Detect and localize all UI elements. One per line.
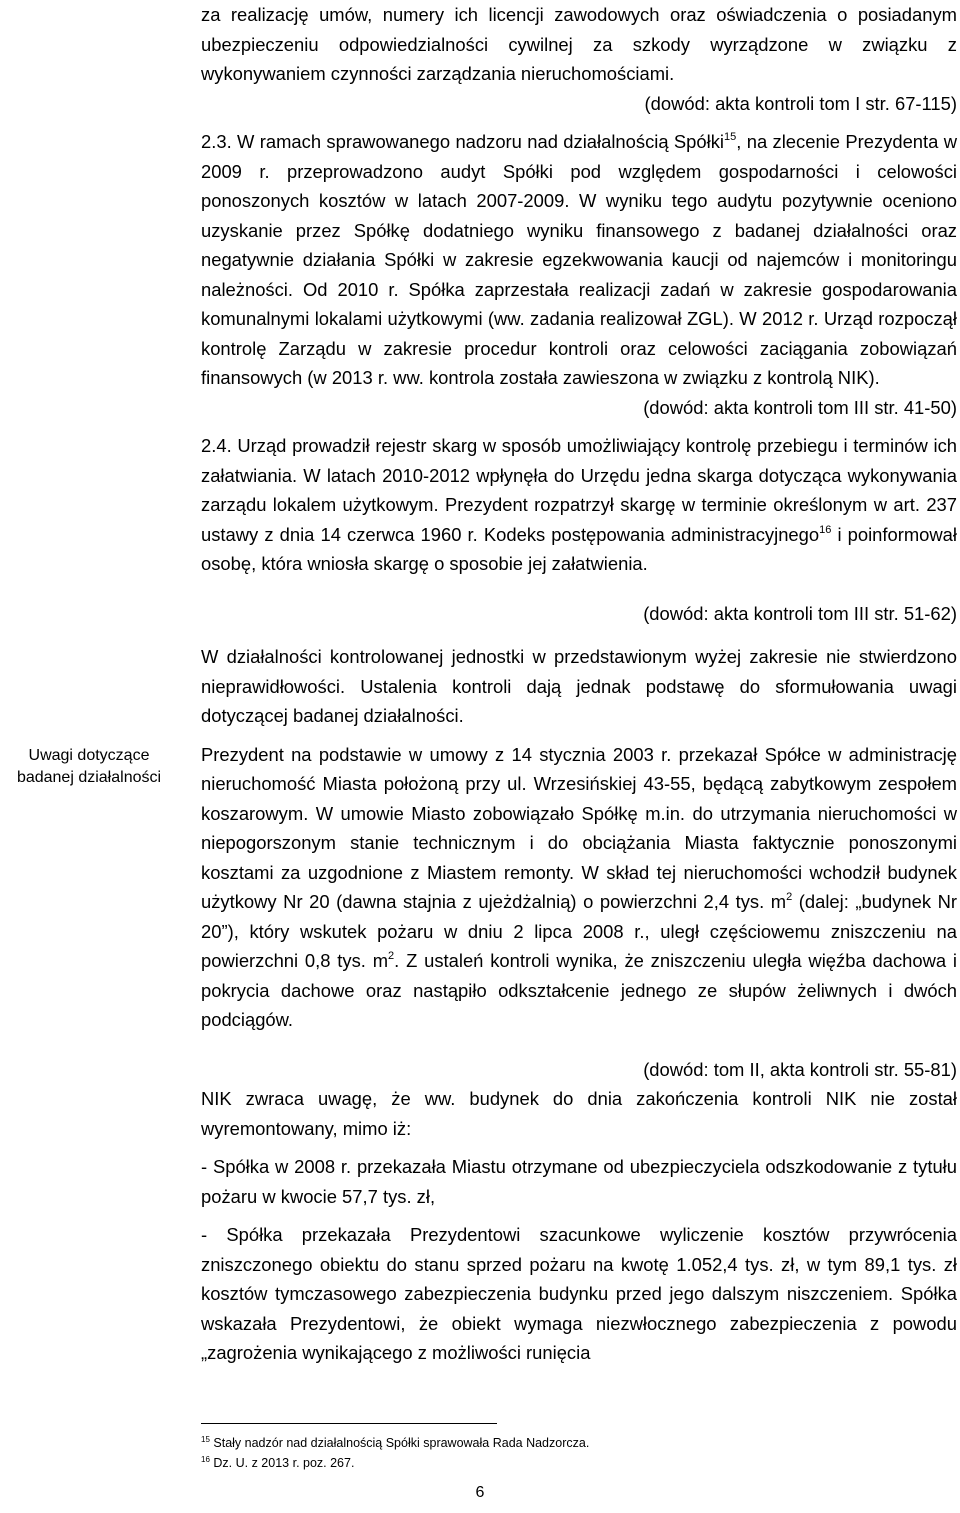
footnote-divider: [201, 1423, 497, 1424]
footnote-ref-16[interactable]: 16: [819, 523, 832, 536]
footnote: [201, 1433, 901, 1453]
footnote-text: Stały nadzór nad działalnością Spółki sprawowała Rada Nadzorcza.: [213, 1436, 590, 1450]
page-number: 6: [475, 1484, 485, 1501]
footnote: [201, 1453, 901, 1473]
evidence-citation: (dowód: akta kontroli tom III str. 51-62): [643, 602, 957, 624]
list-item-cost-estimate: - Spółka przekazała Prezydentowi szacunkowe wyliczenie kosztów przywrócenia zniszczonego obiektu do stanu sprzed pożaru na kwotę 1.052,4 tys. zł, w tym 89,1 tys. zł kosztów tymczasowego zabezpieczenia budynku przed jego dalszym niszczeniem. Spółka wskazała Prezydentowi, że obiekt wymaga niezwłocznego zabezpieczenia z powodu „zagrożenia wynikającego z możliwości runięcia: [201, 1224, 957, 1363]
paragraph-nik-remark: NIK zwraca uwagę, że ww. budynek do dnia zakończenia kontroli NIK nie został wyremontowany, mimo iż:: [201, 1088, 957, 1139]
paragraph-contract-statements: za realizację umów, numery ich licencji zawodowych oraz oświadczenia o posiadanym ubezpieczeniu odpowiedzialności cywilnej za szkody wyrządzone w związku z wykonywaniem czynności zarządzania nieruchomościami.: [201, 4, 957, 84]
sidebar-label: Uwagi dotyczące badanej działalności: [16, 747, 162, 786]
paragraph-2-4: [201, 431, 957, 579]
paragraph-text: (dalej: „budynek Nr 20”), który wskutek pożaru w dniu 2 lipca 2008 r., uległ częściowemu zniszczeniu na powierzchni 0,8 tys. m: [201, 891, 957, 971]
paragraph-text: . Z ustaleń kontroli wynika, że zniszczeniu uległa więźba dachowa i pokrycia dachowe oraz nastąpiło odkształcenie jednego ze słupów żeliwnych i dwóch podciągów.: [201, 950, 957, 1030]
footnote-ref-15[interactable]: 15: [724, 131, 737, 143]
paragraph-no-irregularities: W działalności kontrolowanej jednostki w przedstawionym wyżej zakresie nie stwierdzono nieprawidłowości. Ustalenia kontroli dają jednak podstawę do sformułowania uwagi dotyczącej badanej działalności.: [201, 646, 957, 726]
paragraph-text: 2.4. Urząd prowadził rejestr skarg w sposób umożliwiający kontrolę przebiegu i terminów ich załatwiania. W latach 2010-2012 wpłynęła do Urzędu jedna skarga dotycząca wykonywania zarządu lokalem użytkowym. Prezydent rozpatrzył skargę w terminie określonym w art. 237 ustawy z dnia 14 czerwca 1960 r. Kodeks postępowania administracyjnego: [201, 435, 957, 545]
footnote-number: 15: [201, 1435, 210, 1444]
paragraph-text: i poinformował osobę, która wniosła skargę o sposobie jej załatwienia.: [201, 523, 957, 574]
footnotes: [201, 1433, 901, 1473]
main-text: [201, 0, 957, 1368]
footnote-number: 16: [201, 1455, 210, 1464]
paragraph-text: Prezydent na podstawie w umowy z 14 stycznia 2003 r. przekazał Spółce w administrację nieruchomość Miasta położoną przy ul. Wrzesińskiej 43-55, będącą zabytkowym zespołem koszarowym. W umowie Miasto zobowiązało Spółkę m.in. do utrzymania nieruchomości w niepogorszonym stanie technicznym i do obciążania Miasta faktycznie ponoszonymi kosztami za uzgodnione z Miastem remonty. W skład tej nieruchomości wchodził budynek użytkowy Nr 20 (dawna stajnia z ujeżdżalnią) o powierzchni 2,4 tys. m: [201, 743, 957, 912]
evidence-citation: (dowód: tom II, akta kontroli str. 55-81): [643, 1058, 957, 1080]
list-item-compensation: - Spółka w 2008 r. przekazała Miastu otrzymane od ubezpieczyciela odszkodowanie z tytułu pożaru w kwocie 57,7 tys. zł,: [201, 1156, 957, 1207]
evidence-citation: (dowód: akta kontroli tom III str. 41-50): [643, 396, 957, 418]
superscript-2: 2: [786, 891, 793, 903]
evidence-citation: (dowód: akta kontroli tom I str. 67-115): [644, 92, 957, 114]
footnote-text: Dz. U. z 2013 r. poz. 267.: [213, 1456, 355, 1470]
paragraph-building-20: [201, 740, 957, 1035]
superscript-2: 2: [388, 950, 395, 962]
paragraph-text: , na zlecenie Prezydenta w 2009 r. przeprowadzono audyt Spółki pod względem gospodarności i celowości ponoszonych kosztów w latach 2007-2009. W wyniku tego audytu pozytywnie oceniono uzyskanie przez Spółkę dodatniego wyniku finansowego z badanej działalności oraz negatywnie działania Spółki w zakresie egzekwowania kaucji od najemców i monitoringu należności. Od 2010 r. Spółka zaprzestała realizacji zadań w zakresie gospodarowania komunalnymi lokalami użytkowymi (ww. zadania realizował ZGL). W 2012 r. Urząd rozpoczął kontrolę Zarządu w zakresie procedur kontroli oraz celowości zaciągania zobowiązań finansowych (w 2013 r. ww. kontrola została zawieszona w związku z kontrolą NIK).: [201, 131, 957, 388]
paragraph-2-3: [201, 127, 957, 393]
paragraph-text: 2.3. W ramach sprawowanego nadzoru nad działalnością Spółki: [201, 131, 725, 152]
